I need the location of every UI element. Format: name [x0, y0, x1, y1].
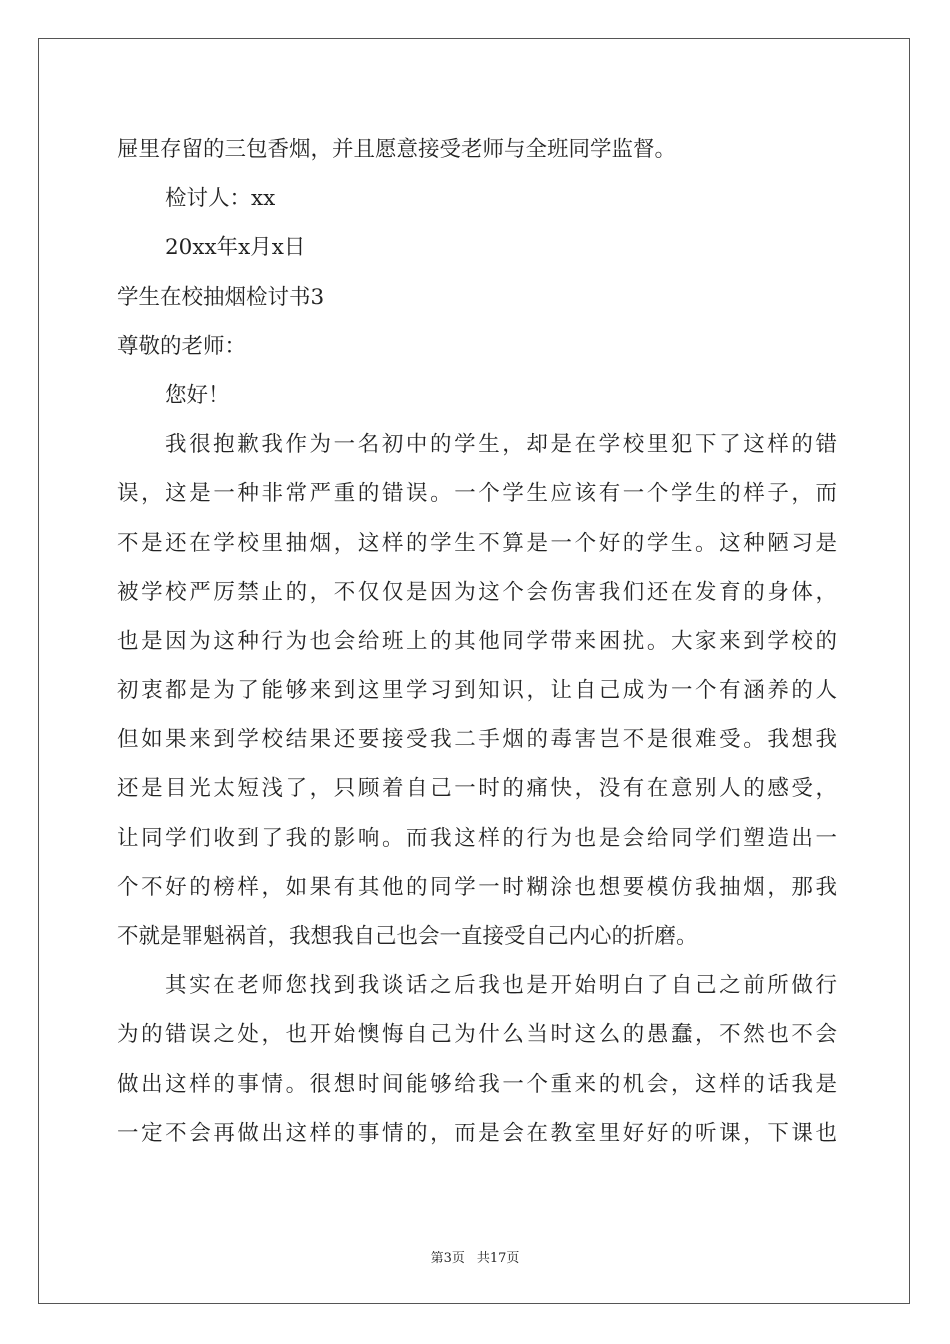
paragraph-line: 初衷都是为了能够来到这里学习到知识，让自己成为一个有涵养的人	[117, 678, 837, 704]
paragraph-line: 被学校严厉禁止的，不仅仅是因为这个会伤害我们还在发育的身体，	[117, 579, 837, 605]
paragraph-line: 一定不会再做出这样的事情的，而是会在教室里好好的听课，下课也	[117, 1120, 837, 1146]
date-line: 20xx年x月x日	[165, 235, 306, 261]
paragraph-line: 其实在老师您找到我谈话之后我也是开始明白了自己之前所做行	[165, 973, 837, 999]
page-total: 共17页	[476, 1251, 520, 1266]
paragraph-line: 但如果来到学校结果还要接受我二手烟的毒害岂不是很难受。我想我	[117, 727, 837, 753]
paragraph-line: 个不好的榜样，如果有其他的同学一时糊涂也想要模仿我抽烟，那我	[117, 874, 837, 900]
paragraph-line: 还是目光太短浅了，只顾着自己一时的痛快，没有在意别人的感受，	[117, 776, 837, 802]
page-number: 第3页	[430, 1251, 465, 1266]
paragraph-line: 让同学们收到了我的影响。而我这样的行为也是会给同学们塑造出一	[117, 825, 837, 851]
paragraph-line: 误，这是一种非常严重的错误。一个学生应该有一个学生的样子，而	[117, 481, 837, 507]
paragraph-line: 做出这样的事情。很想时间能够给我一个重来的机会，这样的话我是	[117, 1071, 837, 1097]
text-line: 屉里存留的三包香烟，并且愿意接受老师与全班同学监督。	[117, 137, 677, 162]
page-footer	[0, 1247, 950, 1266]
paragraph-line: 为的错误之处，也开始懊悔自己为什么当时这么的愚蠢，不然也不会	[117, 1022, 837, 1048]
section-title: 学生在校抽烟检讨书3	[117, 284, 325, 310]
paragraph-line: 不是还在学校里抽烟，这样的学生不算是一个好的学生。这种陋习是	[117, 530, 837, 556]
signature-line: 检讨人：xx	[165, 186, 276, 212]
paragraph-line: 也是因为这种行为也会给班上的其他同学带来困扰。大家来到学校的	[117, 628, 837, 654]
document-body	[117, 125, 837, 1158]
paragraph-line: 我很抱歉我作为一名初中的学生，却是在学校里犯下了这样的错	[165, 432, 837, 458]
greeting: 您好！	[165, 382, 230, 408]
paragraph-line: 不就是罪魁祸首，我想我自己也会一直接受自己内心的折磨。	[117, 924, 698, 949]
salutation: 尊敬的老师：	[117, 333, 247, 359]
